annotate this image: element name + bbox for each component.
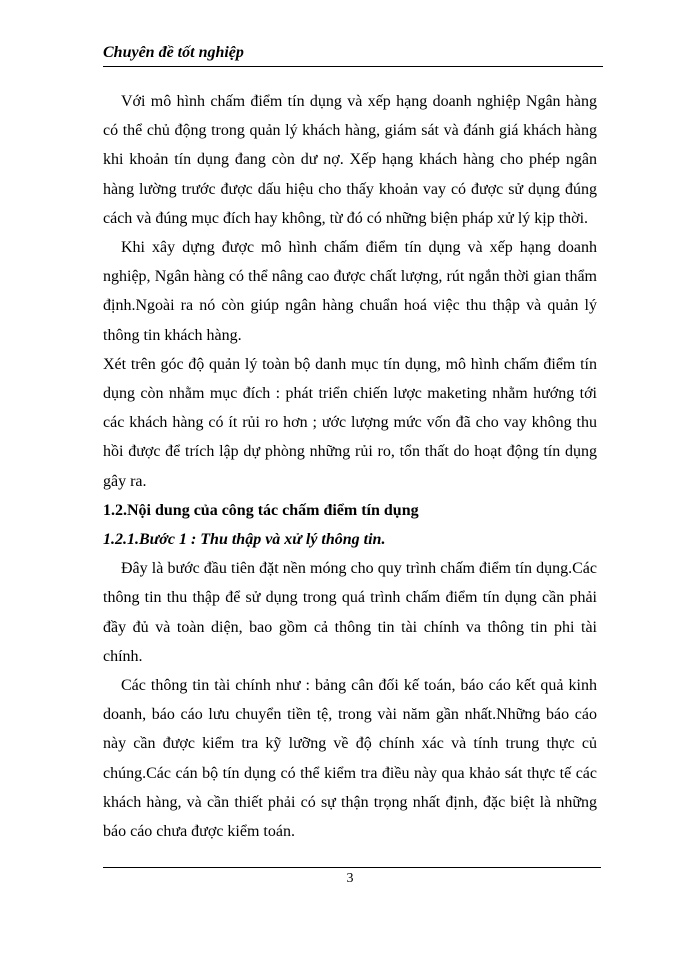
- paragraph-1: Với mô hình chấm điểm tín dụng và xếp hạng doanh nghiệp Ngân hàng có thể chủ động trong quản lý khách hàng, giám sát và đánh giá khách hàng khi khoản tín dụng đang còn dư nợ. Xếp hạng khách hàng cho phép ngân hàng lường trước được dấu hiệu cho thấy khoản vay có được sử dụng đúng cách và đúng mục đích hay không, từ đó có những biện pháp xử lý kịp thời.: [103, 93, 597, 227]
- page-number: 3: [346, 871, 354, 886]
- paragraph-2: Khi xây dựng được mô hình chấm điểm tín dụng và xếp hạng doanh nghiệp, Ngân hàng có thể nâng cao được chất lượng, rút ngắn thời gian thẩm định.Ngoài ra nó còn giúp ngân hàng chuẩn hoá việc thu thập và quản lý thông tin khách hàng.: [103, 239, 597, 344]
- paragraph-5: Các thông tin tài chính như : bảng cân đối kế toán, báo cáo kết quả kinh doanh, báo cáo lưu chuyển tiền tệ, trong vài năm gần nhất.Những báo cáo này cần được kiểm tra kỹ lưỡng về độ chính xác và tính trung thực củ chúng.Các cán bộ tín dụng có thể kiểm tra điều này qua khảo sát thực tế các khách hàng, và cần thiết phải có sự thận trọng nhất định, đặc biệt là những báo cáo chưa được kiểm toán.: [103, 677, 597, 841]
- page-header: [103, 40, 603, 67]
- paragraph-4: Đây là bước đầu tiên đặt nền móng cho quy trình chấm điểm tín dụng.Các thông tin thu thập để sử dụng trong quá trình chấm điểm tín dụng cần phải đầy đủ và toàn diện, bao gồm cả thông tin tài chính va thông tin phi tài chính.: [103, 560, 597, 665]
- document-body: [103, 87, 597, 846]
- paragraph-3: Xét trên góc độ quản lý toàn bộ danh mục tín dụng, mô hình chấm điểm tín dụng còn nhằm mục đích : phát triển chiến lược maketing nhằm hướng tới các khách hàng có ít rủi ro hơn ; ước lượng mức vốn đã cho vay không thu hồi được để trích lập dự phòng những rủi ro, tổn thất do hoạt động tín dụng gây ra.: [103, 355, 597, 490]
- footer-rule: [103, 867, 601, 868]
- header-title: Chuyên đề tốt nghiệp: [103, 44, 244, 61]
- subsection-heading: 1.2.1.Bước 1 : Thu thập và xử lý thông tin.: [103, 531, 386, 549]
- section-heading: 1.2.Nội dung của công tác chấm điểm tín dụng: [103, 501, 419, 519]
